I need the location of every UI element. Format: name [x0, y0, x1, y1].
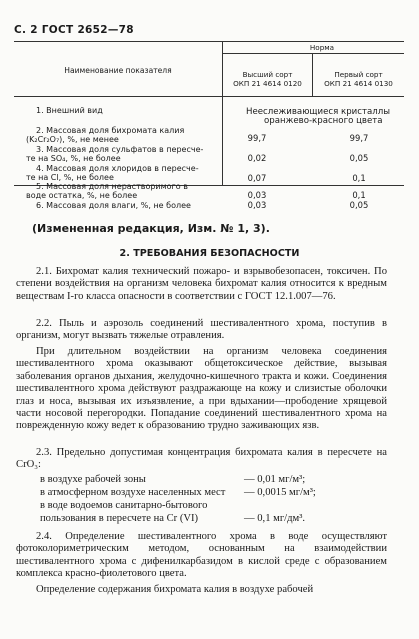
- paragraph-2-2a-text: 2.2. Пыль и аэрозоль соединений шестивалентного хрома, поступив в организм, могут вызвать тяжелые отравления.: [16, 318, 387, 342]
- table-col-divider-1: [222, 41, 223, 186]
- indicator-moisture: 6. Массовая доля влаги, %, не более: [36, 201, 191, 210]
- table-top-rule: [14, 41, 404, 42]
- indicator-chlorides-cont: те на Cl, %, не более: [26, 173, 114, 182]
- premium-chlorides: 0,07: [247, 173, 267, 183]
- paragraph-2-2a: [16, 318, 387, 343]
- specification-table: [14, 41, 404, 186]
- premium-sulfates: 0,02: [247, 153, 267, 163]
- first-sulfates: 0,05: [349, 153, 369, 163]
- indicator-insoluble-cont: воде остатка, %, не более: [26, 191, 138, 200]
- first-moisture: 0,05: [349, 200, 369, 210]
- paragraph-2-4-text: 2.4. Определение шестивалентного хрома в воде осуществляют фотоколориметрическим методом, основанным на взаимодействии шестивалентного хрома с дифенилкарбазидом в кислой среде с образованием комплекса красно-фиолетового цвета.: [16, 531, 387, 580]
- indicator-sulfates: 3. Массовая доля сульфатов в пересче-: [36, 145, 204, 154]
- norm-subheader-rule: [222, 53, 404, 54]
- limit-workzone-label: в воздухе рабочей зоны: [40, 474, 146, 485]
- appearance-norm-line1: Нееслеживающиеся кристаллы: [246, 107, 391, 117]
- indicator-appearance: 1. Внешний вид: [36, 106, 103, 115]
- premium-grade-header: Высший сорт: [242, 70, 293, 79]
- paragraph-2-2b-text: При длительном воздействии на организм человека соединения шестивалентного хрома оказывают общетоксическое действие, вызывая заболевания органов дыхания, желудочно-кишечного тракта и кожи. Соединения шестивалентного хрома действуют раздражающе на кожу и слизистые оболочки глаз и носа, вызывая их изъязвление, а при вдыхании—прободение хрящевой части носовой перегородки. Попадание соединений шестивалентного хрома на поврежденную кожу ведет к образованию трудно заживающих язв.: [16, 346, 387, 432]
- first-chlorides: 0,1: [352, 173, 366, 183]
- premium-grade-code: ОКП 21 4614 0120: [233, 79, 302, 88]
- indicator-header: Наименование показателя: [64, 66, 172, 75]
- indicator-chlorides: 4. Массовая доля хлоридов в пересче-: [36, 164, 199, 173]
- limit-workzone-value: — 0,01 мг/м³;: [244, 474, 306, 485]
- section-title: 2. ТРЕБОВАНИЯ БЕЗОПАСНОСТИ: [119, 248, 300, 259]
- norm-header: Норма: [309, 43, 335, 52]
- first-dichromate: 99,7: [349, 133, 369, 143]
- indicator-sulfates-cont: те на SO₄, %, не более: [26, 154, 121, 163]
- premium-dichromate: 99,7: [247, 133, 267, 143]
- paragraph-2-1: [16, 266, 387, 303]
- first-insoluble: 0,1: [352, 190, 366, 200]
- indicator-dichromate-cont: (K₂Cr₂O₇), %, не менее: [26, 135, 119, 144]
- paragraph-2-4: [16, 531, 387, 581]
- limit-water-value: — 0,1 мг/дм³.: [244, 513, 306, 524]
- appearance-norm-line2: оранжево-красного цвета: [264, 116, 383, 126]
- paragraph-2-3: [16, 447, 387, 472]
- paragraph-2-3-text: 2.3. Предельно допустимая концентрация бихромата калия в пересчете на CrO₃:: [16, 447, 387, 471]
- premium-moisture: 0,03: [247, 200, 267, 210]
- limit-water-label: в воде водоемов санитарно-бытового: [40, 500, 208, 511]
- limit-atmosphere-label: в атмосферном воздухе населенных мест: [40, 487, 226, 498]
- paragraph-2-1-text: 2.1. Бихромат калия технический пожаро- и взрывобезопасен, токсичен. По степени воздействия на организм человека бихромат калия относится к вредным веществам I-го класса опасности в соответствии с ГОСТ 12.1.007—76.: [16, 266, 387, 302]
- paragraph-2-2b: [16, 346, 387, 433]
- page-header: С. 2 ГОСТ 2652—78: [14, 24, 134, 36]
- table-header-rule: [14, 96, 404, 97]
- premium-insoluble: 0,03: [247, 190, 267, 200]
- limit-water-label-cont: пользования в пересчете на Cr (VI): [40, 513, 199, 524]
- first-grade-header: Первый сорт: [334, 70, 383, 79]
- first-grade-code: ОКП 21 4614 0130: [324, 79, 393, 88]
- paragraph-2-5-text: Определение содержания бихромата калия в воздухе рабочей: [36, 584, 314, 595]
- indicator-dichromate: 2. Массовая доля бихромата калия: [36, 126, 185, 135]
- paragraph-2-5: [16, 584, 387, 596]
- limit-atmosphere-value: — 0,0015 мг/м³;: [244, 487, 316, 498]
- indicator-insoluble: 5. Массовая доля нерастворимого в: [36, 182, 188, 191]
- amendment-note: (Измененная редакция, Изм. № 1, 3).: [32, 222, 270, 235]
